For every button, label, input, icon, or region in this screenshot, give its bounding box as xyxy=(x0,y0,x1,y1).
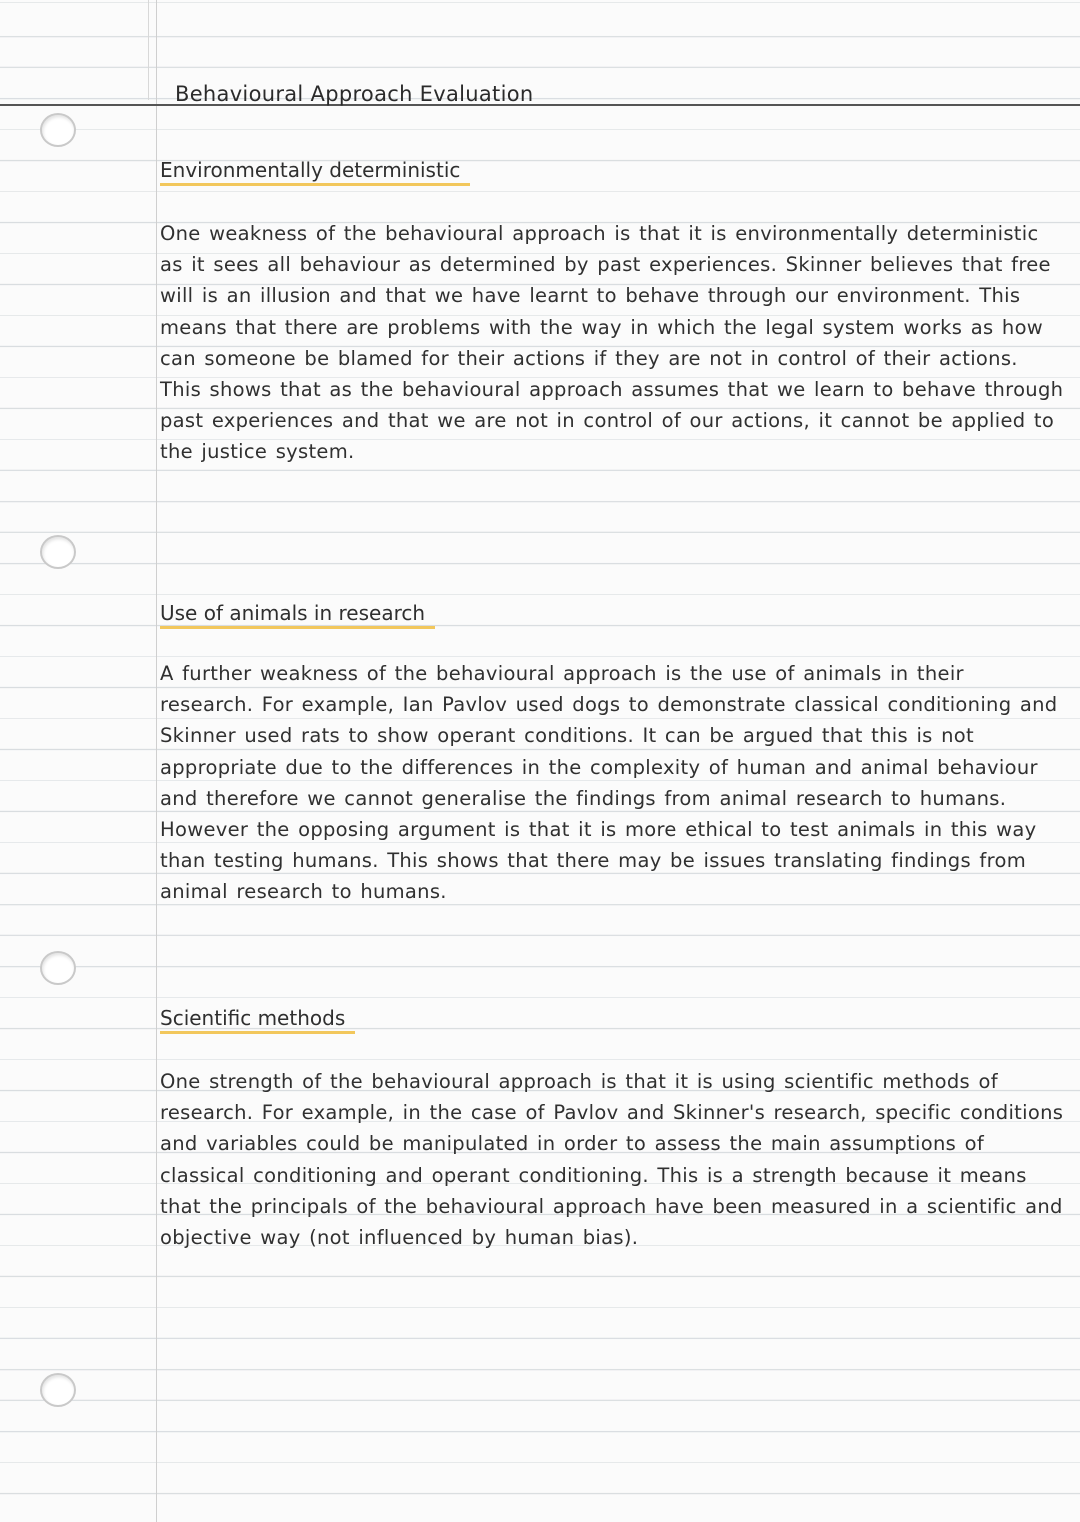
section-heading-scientific: Scientific methods xyxy=(160,1005,355,1034)
punch-hole xyxy=(40,951,76,985)
section-heading-deterministic: Environmentally deterministic xyxy=(160,157,470,186)
punch-hole xyxy=(40,113,76,147)
punch-hole xyxy=(40,1373,76,1407)
margin-line xyxy=(156,0,157,1522)
section-heading-animals: Use of animals in research xyxy=(160,600,435,629)
header-rule xyxy=(0,104,1080,106)
section-text-scientific: One strength of the behavioural approach is that it is using scientific methods of research. For example, in the case of Pavlov and Skinner's research, specific conditions and variables could be manipulated in order to assess the main assumptions of classical conditioning and operant conditioning. This is a strength because it means that the principals of the behavioural approach have been measured in a scientific and objective way (not influenced by human bias). xyxy=(160,1070,1064,1250)
section-text-animals: A further weakness of the behavioural approach is the use of animals in their research. For example, Ian Pavlov used dogs to demonstrate classical conditioning and Skinner used rats to show operant conditions. It can be argued that this is not appropriate due to the differences in the complexity of human and animal behaviour and therefore we cannot generalise the findings from animal research to humans. However the opposing argument is that it is more ethical to test animals in this way than testing humans. This shows that there may be issues translating findings from animal research to humans. xyxy=(160,662,1058,904)
section-text-deterministic: One weakness of the behavioural approach is that it is environmentally deterministic as it sees all behaviour as determined by past experiences. Skinner believes that free will is an illusion and that we have learnt to behave through our environment. This means that there are problems with the way in which the legal system works as how can someone be blamed for their actions if they are not in control of their actions. This shows that as the behavioural approach assumes that we learn to behave through past experiences and that we are not in control of our actions, it cannot be applied to the justice system. xyxy=(160,222,1064,464)
page-title: Behavioural Approach Evaluation xyxy=(175,82,534,106)
punch-hole xyxy=(40,535,76,569)
header-margin-line xyxy=(148,0,149,100)
